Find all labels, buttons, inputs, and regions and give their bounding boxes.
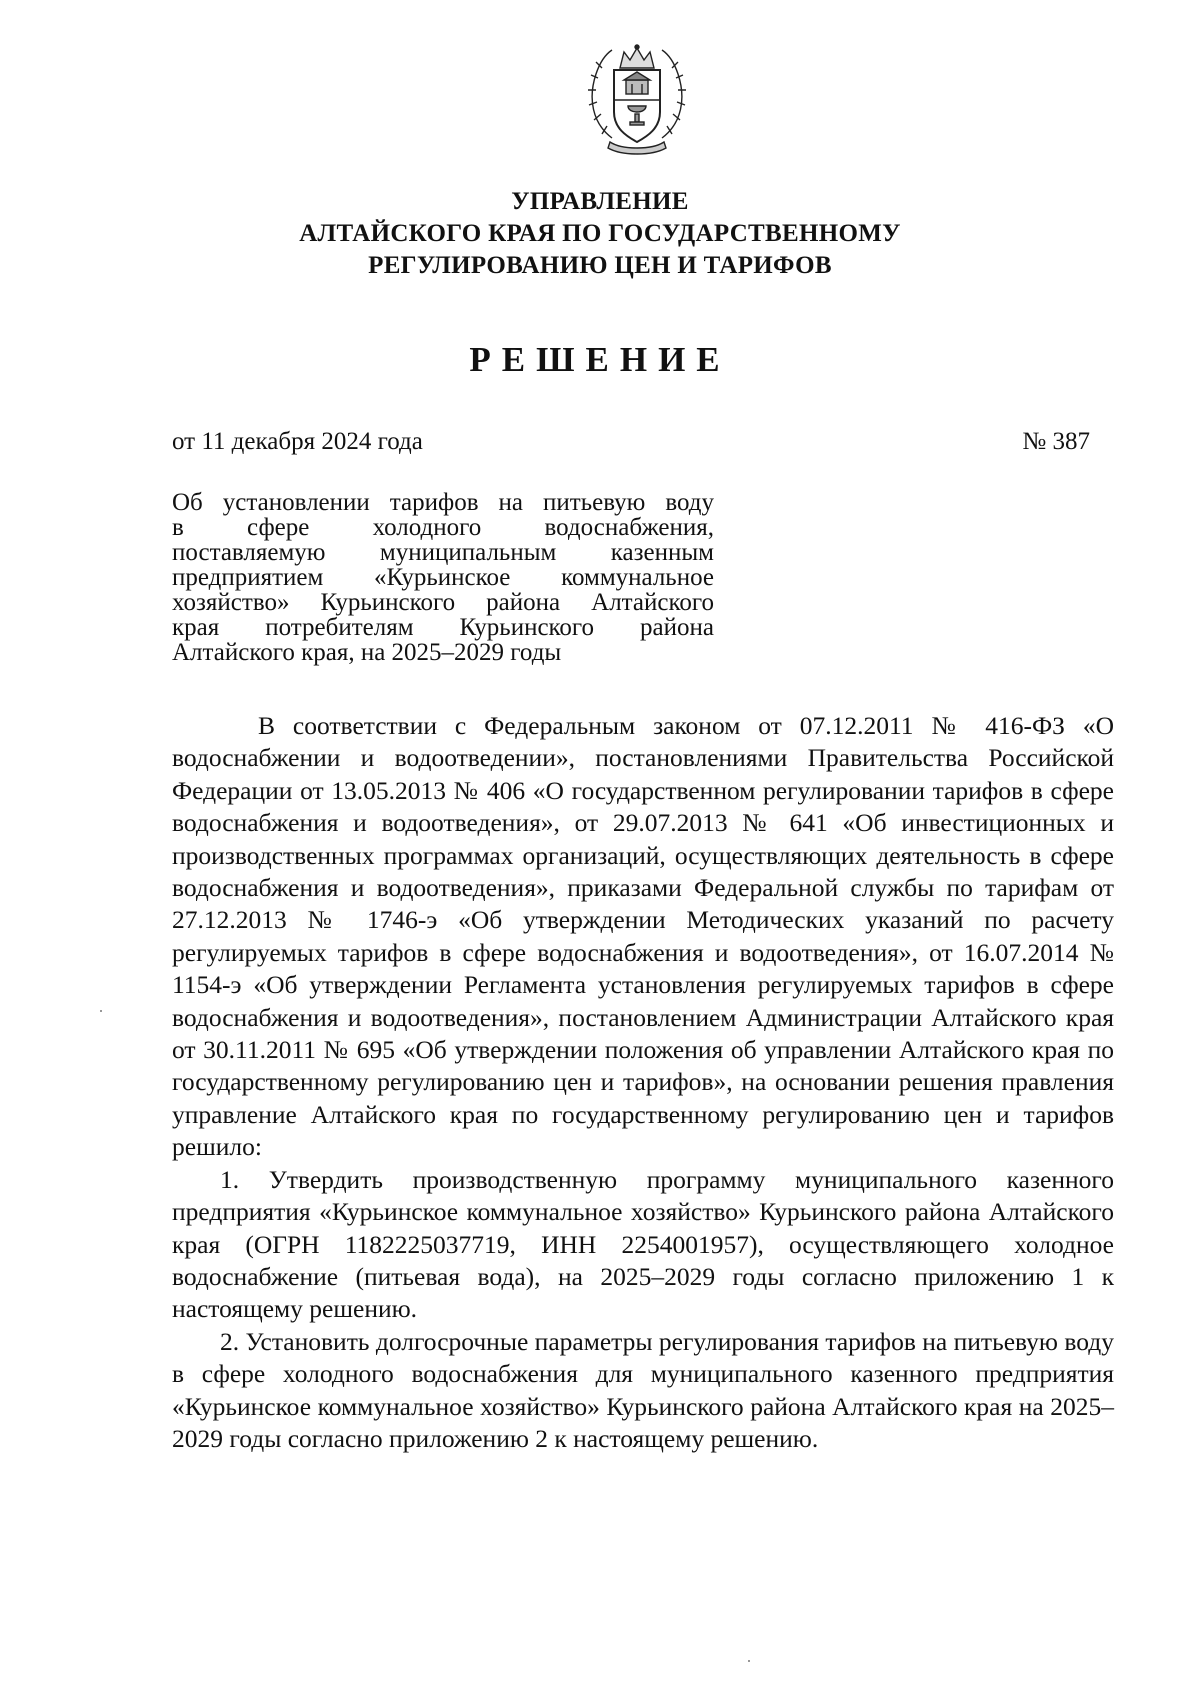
scan-speck <box>748 1660 750 1662</box>
subject-line: Алтайского края, на 2025–2029 годы <box>172 639 562 666</box>
subject-line: Об установлении тарифов на питьевую воду <box>172 489 714 516</box>
scan-speck <box>100 1010 102 1012</box>
subject-line: края потребителям Курьинского района <box>172 614 714 641</box>
decision-item-2: 2. Установить долгосрочные параметры регулирования тарифов на питьевую воду в сфере холодного водоснабжения для муниципального казенного предприятия «Курьинское коммунальное хозяйство» Курьинского района Алтайского края на 2025–2029 годы согласно приложению 2 к настоящему решению. <box>172 1326 1114 1453</box>
organization-header <box>200 186 1000 282</box>
document-body <box>172 710 1114 1455</box>
document-subject <box>172 490 714 665</box>
document-number: № 387 <box>1022 428 1090 455</box>
altai-krai-coat-of-arms-icon <box>582 38 692 160</box>
subject-line: в сфере холодного водоснабжения, <box>172 514 714 541</box>
subject-line: поставляемую муниципальным казенным <box>172 539 714 566</box>
subject-line: хозяйство» Курьинского района Алтайского <box>172 589 714 616</box>
document-date: от 11 декабря 2024 года <box>172 428 423 455</box>
header-line-2: АЛТАЙСКОГО КРАЯ ПО ГОСУДАРСТВЕННОМУ <box>299 220 901 247</box>
document-type-title: РЕШЕНИЕ <box>469 340 731 379</box>
preamble-paragraph: В соответствии с Федеральным законом от 07.12.2011 № 416-ФЗ «О водоснабжении и водоотведении», постановлениями Правительства Российской Федерации от 13.05.2013 № 406 «О государственном регулировании тарифов в сфере водоснабжения и водоотведения», от 29.07.2013 № 641 «Об инвестиционных и производственных программах организаций, осуществляющих деятельность в сфере водоснабжения и водоотведения», приказами Федеральной службы по тарифам от 27.12.2013 № 1746-э «Об утверждении Методических указаний по расчету регулируемых тарифов в сфере водоснабжения и водоотведения», от 16.07.2014 № 1154-э «Об утверждении Регламента установления регулируемых тарифов в сфере водоснабжения и водоотведения», постановлением Администрации Алтайского края от 30.11.2011 № 695 «Об утверждении положения об управлении Алтайского края по государственному регулированию цен и тарифов», на основании решения правления управление Алтайского края по государственному регулированию цен и тарифов решило: <box>172 711 1114 1162</box>
subject-line: предприятием «Курьинское коммунальное <box>172 564 714 591</box>
header-line-3: РЕГУЛИРОВАНИЮ ЦЕН И ТАРИФОВ <box>368 252 832 279</box>
header-line-1: УПРАВЛЕНИЕ <box>511 188 689 215</box>
decision-item-1: 1. Утвердить производственную программу муниципального казенного предприятия «Курьинское коммунальное хозяйство» Курьинского района Алтайского края (ОГРН 1182225037719, ИНН 2254001957), осуществляющего холодное водоснабжение (питьевая вода), на 2025–2029 годы согласно приложению 1 к настоящему решению. <box>172 1164 1114 1324</box>
